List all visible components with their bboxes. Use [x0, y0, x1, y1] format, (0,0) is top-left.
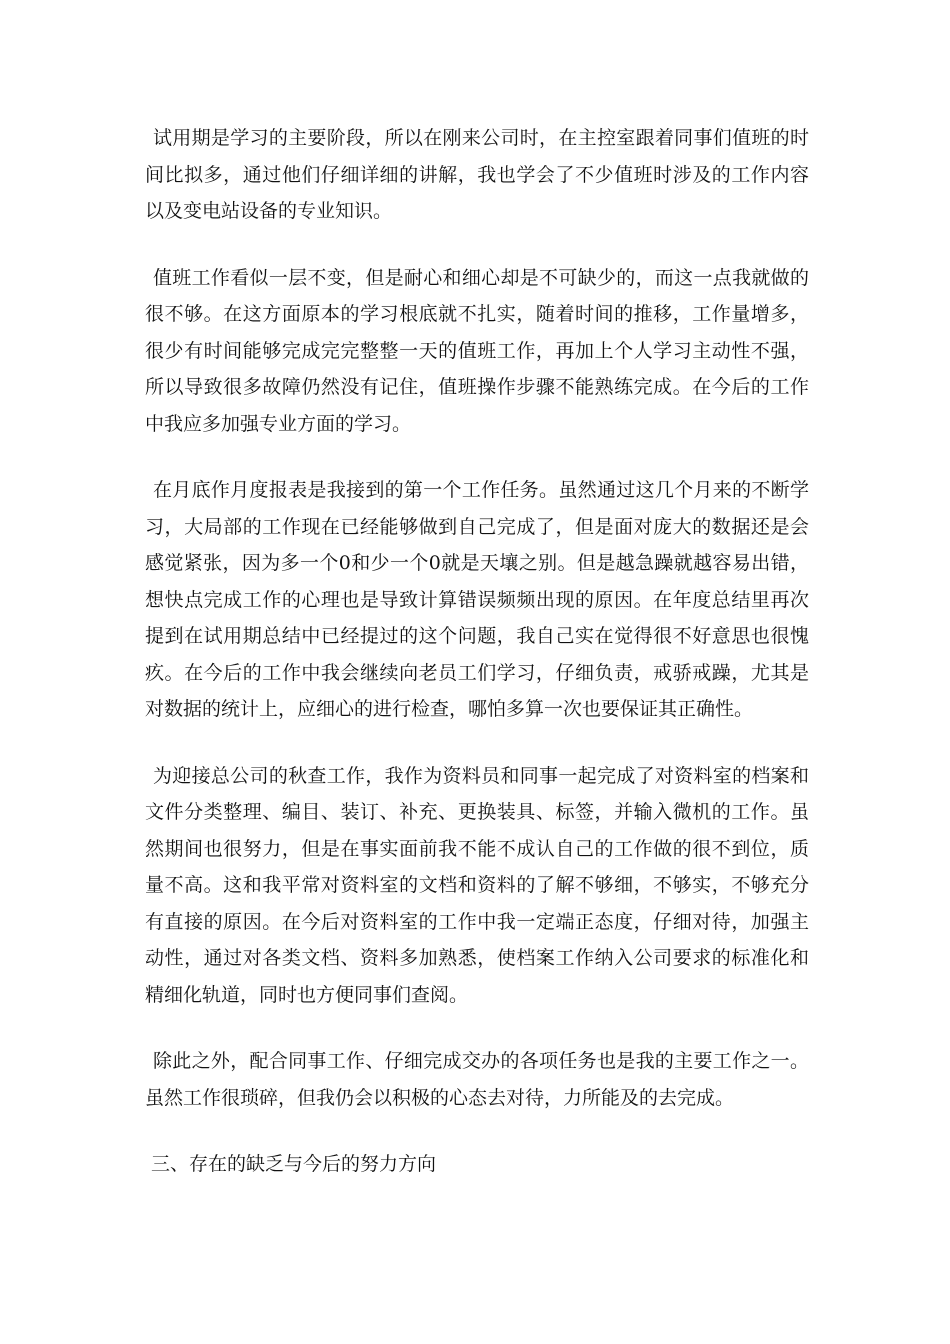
- paragraph-other-tasks: 除此之外，配合同事工作、仔细完成交办的各项任务也是我的主要工作之一。虽然工作很琐碎，但我仍会以积极的心态去对待，力所能及的去完成。: [145, 1050, 809, 1109]
- document-body: [145, 120, 809, 1183]
- paragraph-duty-work: 值班工作看似一层不变，但是耐心和细心却是不可缺少的，而这一点我就做的很不够。在这方面原本的学习根底就不扎实，随着时间的推移，工作量增多，很少有时间能够完成完完整整一天的值班工作，再加上个人学习主动性不强，所以导致很多故障仍然没有记住，值班操作步骤不能熟练完成。在今后的工作中我应多加强专业方面的学习。: [145, 266, 809, 435]
- paragraph-monthly-report: 在月底作月度报表是我接到的第一个工作任务。虽然通过这几个月来的不断学习，大局部的工作现在已经能够做到自己完成了，但是面对庞大的数据还是会感觉紧张，因为多一个0和少一个0就是天壤之别。但是越急躁就越容易出错，想快点完成工作的心理也是导致计算错误频频出现的原因。在年度总结里再次提到在试用期总结中已经提过的这个问题，我自己实在觉得很不好意思也很愧疚。在今后的工作中我会继续向老员工们学习，仔细负责，戒骄戒躁，尤其是对数据的统计上，应细心的进行检查，哪怕多算一次也要保证其正确性。: [145, 479, 809, 720]
- paragraph-probation-learning: 试用期是学习的主要阶段，所以在刚来公司时，在主控室跟着同事们值班的时间比拟多，通过他们仔细详细的讲解，我也学会了不少值班时涉及的工作内容以及变电站设备的专业知识。: [145, 127, 809, 222]
- section-heading: 三、存在的缺乏与今后的努力方向: [151, 1153, 437, 1175]
- paragraph-archive-work: 为迎接总公司的秋查工作，我作为资料员和同事一起完成了对资料室的档案和文件分类整理、编目、装订、补充、更换装具、标签，并输入微机的工作。虽然期间也很努力，但是在事实面前我不能不成认自己的工作做的很不到位，质量不高。这和我平常对资料室的文档和资料的了解不够细，不够实，不够充分有直接的原因。在今后对资料室的工作中我一定端正态度，仔细对待，加强主动性，通过对各类文档、资料多加熟悉，使档案工作纳入公司要求的标准化和精细化轨道，同时也方便同事们查阅。: [145, 764, 809, 1006]
